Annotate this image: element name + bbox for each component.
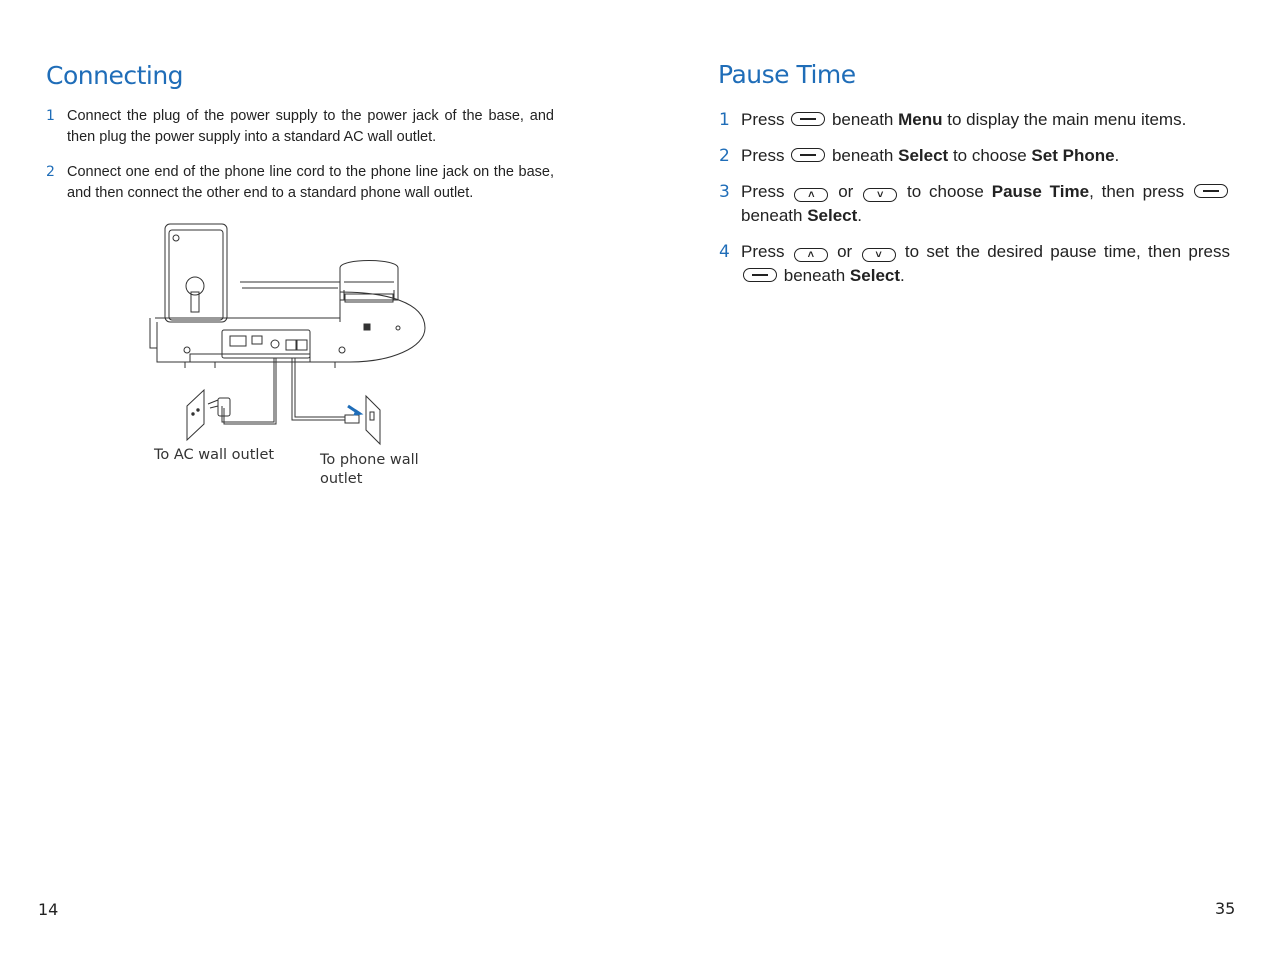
step-number: 4: [719, 242, 730, 262]
step-text: Connect one end of the phone line cord to the phone line jack on the base, and then connect the other end to a standard phone wall outlet.: [67, 164, 554, 201]
step-text: Press ˄ or ˅ to choose Pause Time, then press beneath Select.: [741, 180, 1230, 228]
down-arrow-key-icon: ˅: [862, 248, 896, 262]
up-arrow-key-icon: ˄: [794, 188, 828, 202]
step-text: Press ˄ or ˅ to set the desired pause time, then press beneath Select.: [741, 242, 1231, 285]
handset-shape: [165, 224, 227, 322]
phone-cable: [292, 358, 345, 420]
step-number: 1: [46, 108, 55, 124]
phone-outlet-caption: To phone wall outlet: [320, 452, 419, 487]
step-4: [719, 240, 1230, 288]
right-page: [635, 0, 1271, 954]
step-number: 3: [719, 182, 730, 202]
soft-key-icon: [743, 268, 777, 282]
soft-key-icon: [1194, 184, 1228, 198]
ac-wall-outlet: [187, 390, 204, 440]
step-2: [46, 162, 554, 204]
soft-key-icon: [791, 148, 825, 162]
page-number: 35: [1215, 899, 1236, 918]
step-2: [719, 144, 1230, 168]
soft-key-icon: [791, 112, 825, 126]
step-3: [719, 180, 1230, 228]
down-arrow-key-icon: ˅: [863, 188, 897, 202]
step-1: [46, 106, 554, 148]
step-number: 2: [719, 146, 730, 166]
ac-outlet-caption: To AC wall outlet: [154, 447, 275, 463]
step-text: Press beneath Select to choose Set Phone.: [741, 146, 1120, 165]
up-arrow-key-icon: ˄: [794, 248, 828, 262]
step-text: Press beneath Menu to display the main menu items.: [741, 110, 1187, 129]
step-number: 1: [719, 110, 730, 130]
step-text: Connect the plug of the power supply to the power jack of the base, and then plug the power supply into a standard AC wall outlet.: [67, 108, 554, 145]
page-number: 14: [38, 900, 59, 919]
left-page: [0, 0, 635, 954]
step-1: [719, 108, 1230, 132]
page-title: Pause Time: [718, 60, 856, 89]
page-title: Connecting: [46, 61, 184, 90]
step-number: 2: [46, 164, 55, 180]
